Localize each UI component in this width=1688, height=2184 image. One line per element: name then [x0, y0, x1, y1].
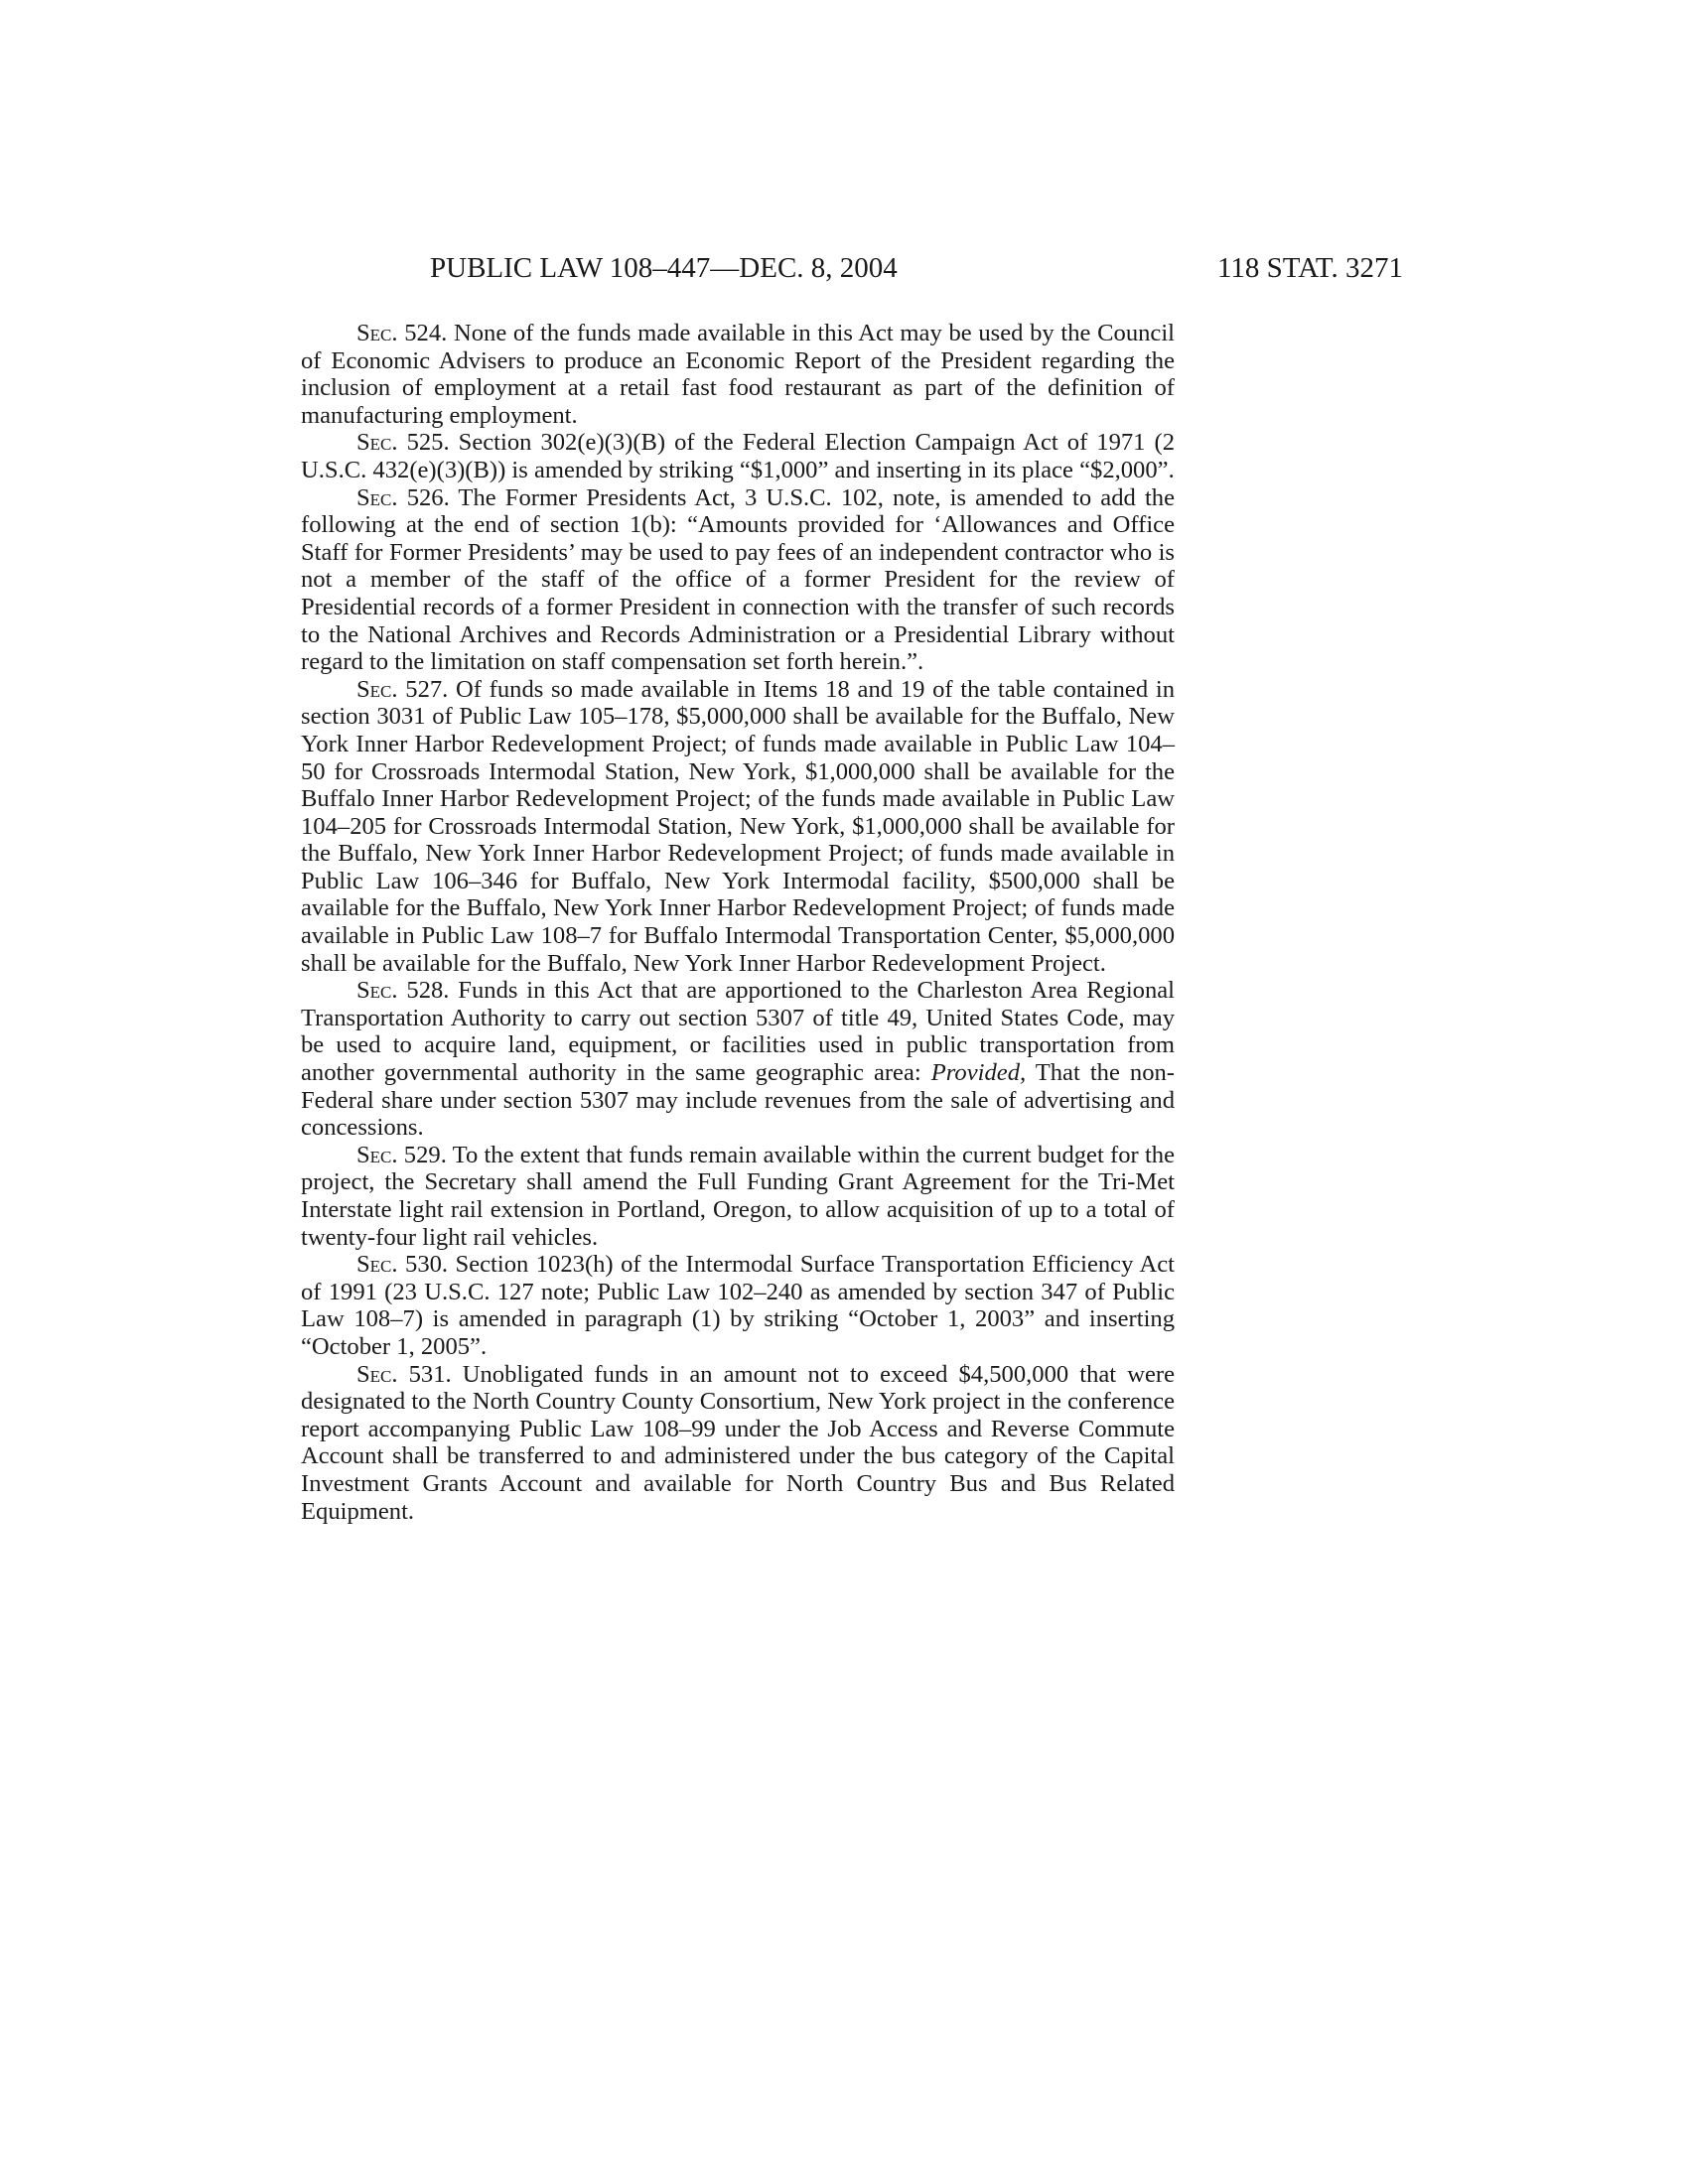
section-text: 529. To the extent that funds remain available within the current budget for the project, the Secretary shall amend the Full Funding Grant Agreement for the Tri-Met Interstate light rail extension in Portland, Oregon, to allow acquisition of up to a total of twenty-four light rail vehicles.: [301, 1141, 1175, 1251]
section-text: 531. Unobligated funds in an amount not to exceed $4,500,000 that were designated to the North Country County Consortium, New York project in the conference report accompanying Public Law 108–99 under the Job Access and Reverse Commute Account shall be transferred to and administered under the bus category of the Capital Investment Grants Account and available for North Country Bus and Bus Related Equipment.: [301, 1360, 1175, 1525]
section-text: 530. Section 1023(h) of the Intermodal Surface Transportation Efficiency Act of 1991 (23 U.S.C. 127 note; Public Law 102–240 as amended by section 347 of Public Law 108–7) is amended in paragraph (1) by striking “October 1, 2003” and inserting “October 1, 2005”.: [301, 1251, 1175, 1360]
running-header: [301, 248, 1403, 288]
section-text: 528. Funds in this Act that are apportioned to the Charleston Area Regional Transportation Authority to carry out section 5307 of title 49, United States Code, may be used to acquire land, equipment, or facilities used in public transportation from another governmental authority in the same geographic area:: [301, 977, 1175, 1087]
section-label: Sec.: [356, 429, 398, 457]
section-528: [301, 977, 1175, 1142]
section-530: [301, 1251, 1175, 1360]
section-524: [301, 320, 1175, 429]
section-label: Sec.: [356, 977, 398, 1005]
section-525: [301, 429, 1175, 483]
document-body: [301, 320, 1175, 1525]
section-label: Sec.: [356, 483, 398, 511]
proviso-term: Provided,: [930, 1059, 1027, 1087]
section-text: 527. Of funds so made available in Items 18 and 19 of the table contained in section 3031 of Public Law 105–178, $5,000,000 shall be available for the Buffalo, New York Inner Harbor Redevelopment Project; of funds made available in Public Law 104–50 for Crossroads Intermodal Station, New York, $1,000,000 shall be available for the Buffalo Inner Harbor Redevelopment Project; of the funds made available in Public Law 104–205 for Crossroads Intermodal Station, New York, $1,000,000 shall be available for the Buffalo, New York Inner Harbor Redevelopment Project; of funds made available in Public Law 106–346 for Buffalo, New York Intermodal facility, $500,000 shall be available for the Buffalo, New York Inner Harbor Redevelopment Project; of funds made available in Public Law 108–7 for Buffalo Intermodal Transportation Center, $5,000,000 shall be available for the Buffalo, New York Inner Harbor Redevelopment Project.: [301, 675, 1175, 977]
section-label: Sec.: [356, 320, 398, 346]
statute-citation: 118 STAT. 3271: [1217, 252, 1403, 284]
section-label: Sec.: [356, 1360, 398, 1388]
section-text: 524. None of the funds made available in this Act may be used by the Council of Economic Advisers to produce an Economic Report of the President regarding the inclusion of employment at a retail fast food restaurant as part of the definition of manufacturing employment.: [301, 320, 1175, 429]
section-label: Sec.: [356, 1141, 398, 1168]
section-527: [301, 676, 1175, 978]
section-526: [301, 484, 1175, 676]
section-531: [301, 1361, 1175, 1526]
running-title: PUBLIC LAW 108–447—DEC. 8, 2004: [430, 252, 898, 284]
section-label: Sec.: [356, 1251, 398, 1279]
section-text-continued: That the non-Federal share under section 5307 may include revenues from the sale of advertising and concessions.: [301, 1059, 1175, 1142]
section-529: [301, 1142, 1175, 1251]
section-text: 526. The Former Presidents Act, 3 U.S.C. 102, note, is amended to add the following at the end of section 1(b): “Amounts provided for ‘Allowances and Office Staff for Former Presidents’ may be used to pay fees of an independent contractor who is not a member of the staff of the office of a former President for the review of Presidential records of a former President in connection with the transfer of such records to the National Archives and Records Administration or a Presidential Library without regard to the limitation on staff compensation set forth herein.”.: [301, 483, 1175, 676]
section-text: 525. Section 302(e)(3)(B) of the Federal Election Campaign Act of 1971 (2 U.S.C. 432(e)(3)(B)) is amended by striking “$1,000” and inserting in its place “$2,000”.: [301, 429, 1175, 483]
section-label: Sec.: [356, 675, 398, 703]
